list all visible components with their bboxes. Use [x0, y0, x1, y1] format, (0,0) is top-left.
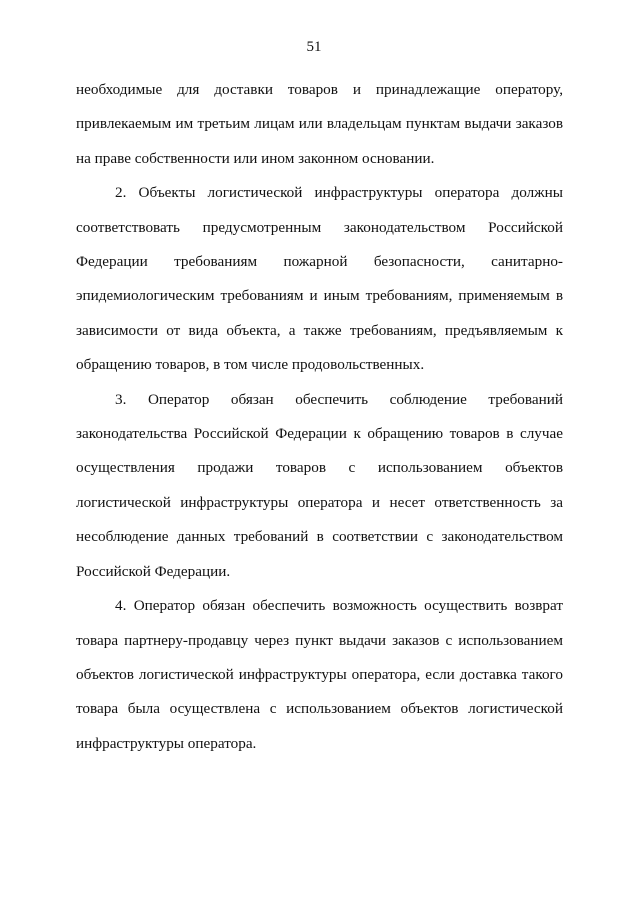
paragraph-item-2: 2. Объекты логистической инфраструктуры оператора должны соответствовать предусмотренным законодательством Российской Федерации требованиям пожарной безопасности, санитарно-эпидемиологическим требованиям и иным требованиям, применяемым в зависимости от вида объекта, а также требованиям, предъявляемым к обращению товаров, в том числе продовольственных. — [76, 184, 563, 374]
paragraph-item-4: 4. Оператор обязан обеспечить возможность осуществить возврат товара партнеру-продавцу через пункт выдачи заказов с использованием объектов логистической инфраструктуры оператора, если доставка такого товара была осуществлена с использованием объектов логистической инфраструктуры оператора. — [76, 597, 563, 752]
paragraph-item-3: 3. Оператор обязан обеспечить соблюдение требований законодательства Российской Федерации к обращению товаров в случае осуществления продажи товаров с использованием объектов логистической инфраструктуры оператора и несет ответственность за несоблюдение данных требований в соответствии с законодательством Российской Федерации. — [76, 390, 563, 580]
paragraph-continuation: необходимые для доставки товаров и принадлежащие оператору, привлекаемым им третьим лицам или владельцам пунктам выдачи заказов на праве собственности или ином законном основании. — [76, 81, 563, 167]
page-number: 51 — [306, 39, 322, 55]
document-body — [76, 73, 563, 761]
